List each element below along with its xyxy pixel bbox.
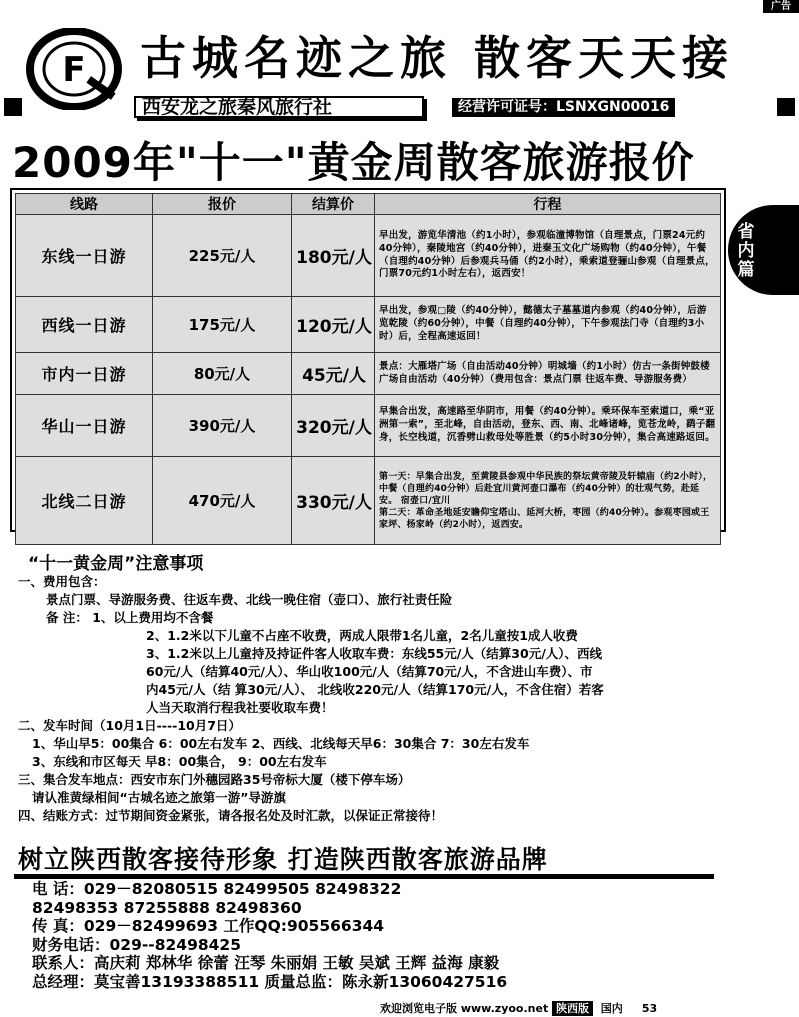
table-row — [16, 457, 721, 545]
route-settle-price: 180元/人 — [292, 215, 375, 297]
contact-managers: 总经理：莫宝善13193388511 质量总监：陈永新13060427516 — [32, 972, 508, 991]
route-settle-price: 45元/人 — [292, 353, 375, 395]
note-line: 3、东线和市区每天 早8：00集合， 9：00左右发车 — [32, 754, 327, 769]
note-line: 二、发车时间（10月1日----10月7日） — [18, 718, 241, 733]
col-route: 线路 — [16, 194, 153, 215]
svg-text:F: F — [62, 50, 86, 90]
route-settle-price: 330元/人 — [292, 457, 375, 545]
license-number: 经营许可证号：LSNXGN00016 — [452, 98, 675, 117]
contact-fax: 传 真：029－82499693 工作QQ:905566344 — [32, 917, 385, 935]
note-line: 3、1.2米以上儿童持及持证件客人收取车费：东线55元/人（结算30元/人）、西线 — [146, 646, 603, 661]
route-itinerary: 早出发，参观□陵（约40分钟），懿德太子墓墓道内参观（约40分钟），后游览乾陵（约60分钟），中餐（自理约40分钟），下午参观法门寺（自理约3小时）后，全程高速返回！ — [375, 297, 721, 353]
note-line: 2、1.2米以下儿童不占座不收费，两成人限带1名儿童，2名儿童按1成人收费 — [146, 628, 578, 643]
table-row — [16, 297, 721, 353]
table-row — [16, 353, 721, 395]
table-row — [16, 395, 721, 457]
route-price: 225元/人 — [153, 215, 292, 297]
footer-section: 国内 — [600, 1002, 623, 1015]
route-settle-price: 320元/人 — [292, 395, 375, 457]
note-line: 人当天取消行程我社要收取车费！ — [146, 700, 334, 715]
route-name: 华山一日游 — [16, 395, 153, 457]
route-itinerary: 早集合出发，高速路至华阴市，用餐（约40分钟）。乘环保车至索道口，乘“亚洲第一索”，至北峰，自由活动，登东、西、南、北峰诸峰，览苍龙岭，鹞子翻身，长空栈道，沉香劈山救母处等胜景（约5小时30分钟），集合高速路返回。 — [375, 395, 721, 457]
col-price: 报价 — [153, 194, 292, 215]
agency-name: 西安龙之旅秦风旅行社 — [134, 96, 424, 118]
route-price: 470元/人 — [153, 457, 292, 545]
col-settle: 结算价 — [292, 194, 375, 215]
col-itinerary: 行程 — [375, 194, 721, 215]
route-name: 西线一日游 — [16, 297, 153, 353]
route-price: 80元/人 — [153, 353, 292, 395]
note-line: 四、结账方式：过节期间资金紧张，请各报名处及时汇款，以保证正常接待！ — [18, 808, 444, 823]
route-settle-price: 120元/人 — [292, 297, 375, 353]
notes-title: “十一黄金周”注意事项 — [28, 554, 204, 574]
note-line: 内45元/人（结 算30元/人）、 北线收220元/人（结算170元/人，不含住宿）若客 — [146, 682, 604, 697]
route-name: 北线二日游 — [16, 457, 153, 545]
contact-phone-cont: 82498353 87255888 82498360 — [32, 898, 302, 917]
contact-persons: 联系人：高庆莉 郑林华 徐蕾 汪琴 朱丽娟 王敏 吴斌 王辉 益海 康毅 — [32, 954, 500, 972]
price-table — [10, 188, 726, 532]
note-line: 60元/人（结算40元/人）、华山收100元/人（结算70元/人，不含进山车费）、市 — [146, 664, 593, 679]
contact-finance: 财务电话：029--82498425 — [32, 935, 242, 954]
slogan-rule — [14, 874, 714, 879]
route-price: 390元/人 — [153, 395, 292, 457]
header — [0, 8, 799, 120]
ad-tag: 广告 — [763, 0, 799, 13]
route-name: 东线一日游 — [16, 215, 153, 297]
contact-phone: 电 话：029－82080515 82499505 82498322 — [32, 880, 402, 898]
notes-section — [18, 549, 728, 825]
note-line: 备 注： 1、以上费用均不含餐 — [46, 610, 214, 625]
page-number: 53 — [641, 1002, 658, 1015]
slogan: 树立陕西散客接待形象 打造陕西散客旅游品牌 — [18, 845, 548, 874]
route-name: 市内一日游 — [16, 353, 153, 395]
contact-info — [32, 880, 507, 991]
route-itinerary — [375, 457, 721, 545]
note-line: 1、华山早5：00集合 6：00左右发车 2、西线、北线每天早6：30集合 7：30左右发车 — [32, 736, 530, 751]
table-row — [16, 215, 721, 297]
itinerary-day-2: 第二天：革命圣地延安瞻仰宝塔山、延河大桥，枣园（约40分钟）。参观枣园或王家坪、杨家岭（约2小时），返西安。 — [379, 507, 710, 530]
footer-edition: 陕西版 — [552, 1001, 593, 1016]
page-footer — [380, 1000, 657, 1016]
note-line: 三、集合发车地点：西安市东门外穗园路35号帝标大厦（楼下停车场） — [18, 772, 411, 787]
agency-bar — [0, 96, 799, 118]
note-line: 一、费用包含： — [18, 574, 106, 589]
route-itinerary: 景点：大雁塔广场（自由活动40分钟）明城墙（约1小时）仿古一条街钟鼓楼广场自由活动（40分钟）（费用包含：景点门票 往返车费、导游服务费） — [375, 353, 721, 395]
note-line: 景点门票、导游服务费、往返车费、北线一晚住宿（壶口）、旅行社责任险 — [46, 592, 453, 607]
note-line: 请认准黄绿相间“古城名迹之旅第一游”导游旗 — [32, 790, 286, 805]
route-itinerary: 早出发，游览华清池（约1小时），参观临潼博物馆（自理景点，门票24元约40分钟），秦陵地宫（约40分钟），进秦玉文化广场购物（约40分钟），午餐（自理约40分钟）后参观兵马俑（约2小时），乘索道登骊山参观（自理景点，门票70元约1小时左右），返西安！ — [375, 215, 721, 297]
main-title: 古城名迹之旅 散客天天接 — [140, 31, 735, 85]
footer-site: 欢迎浏览电子版 www.zyoo.net — [380, 1002, 549, 1015]
itinerary-day-1: 第一天：早集合出发，至黄陵县参观中华民族的祭坛黄帝陵及轩辕庙（约2小时），中餐（自理约40分钟）后赴宜川黄河壶口瀑布（约40分钟）的壮观气势，赴延安。 宿壶口/宜川 — [379, 471, 713, 506]
price-list-title: 2009年"十一"黄金周散客旅游报价 — [12, 138, 695, 187]
section-tab: 省 内 篇 — [728, 205, 799, 295]
route-price: 175元/人 — [153, 297, 292, 353]
